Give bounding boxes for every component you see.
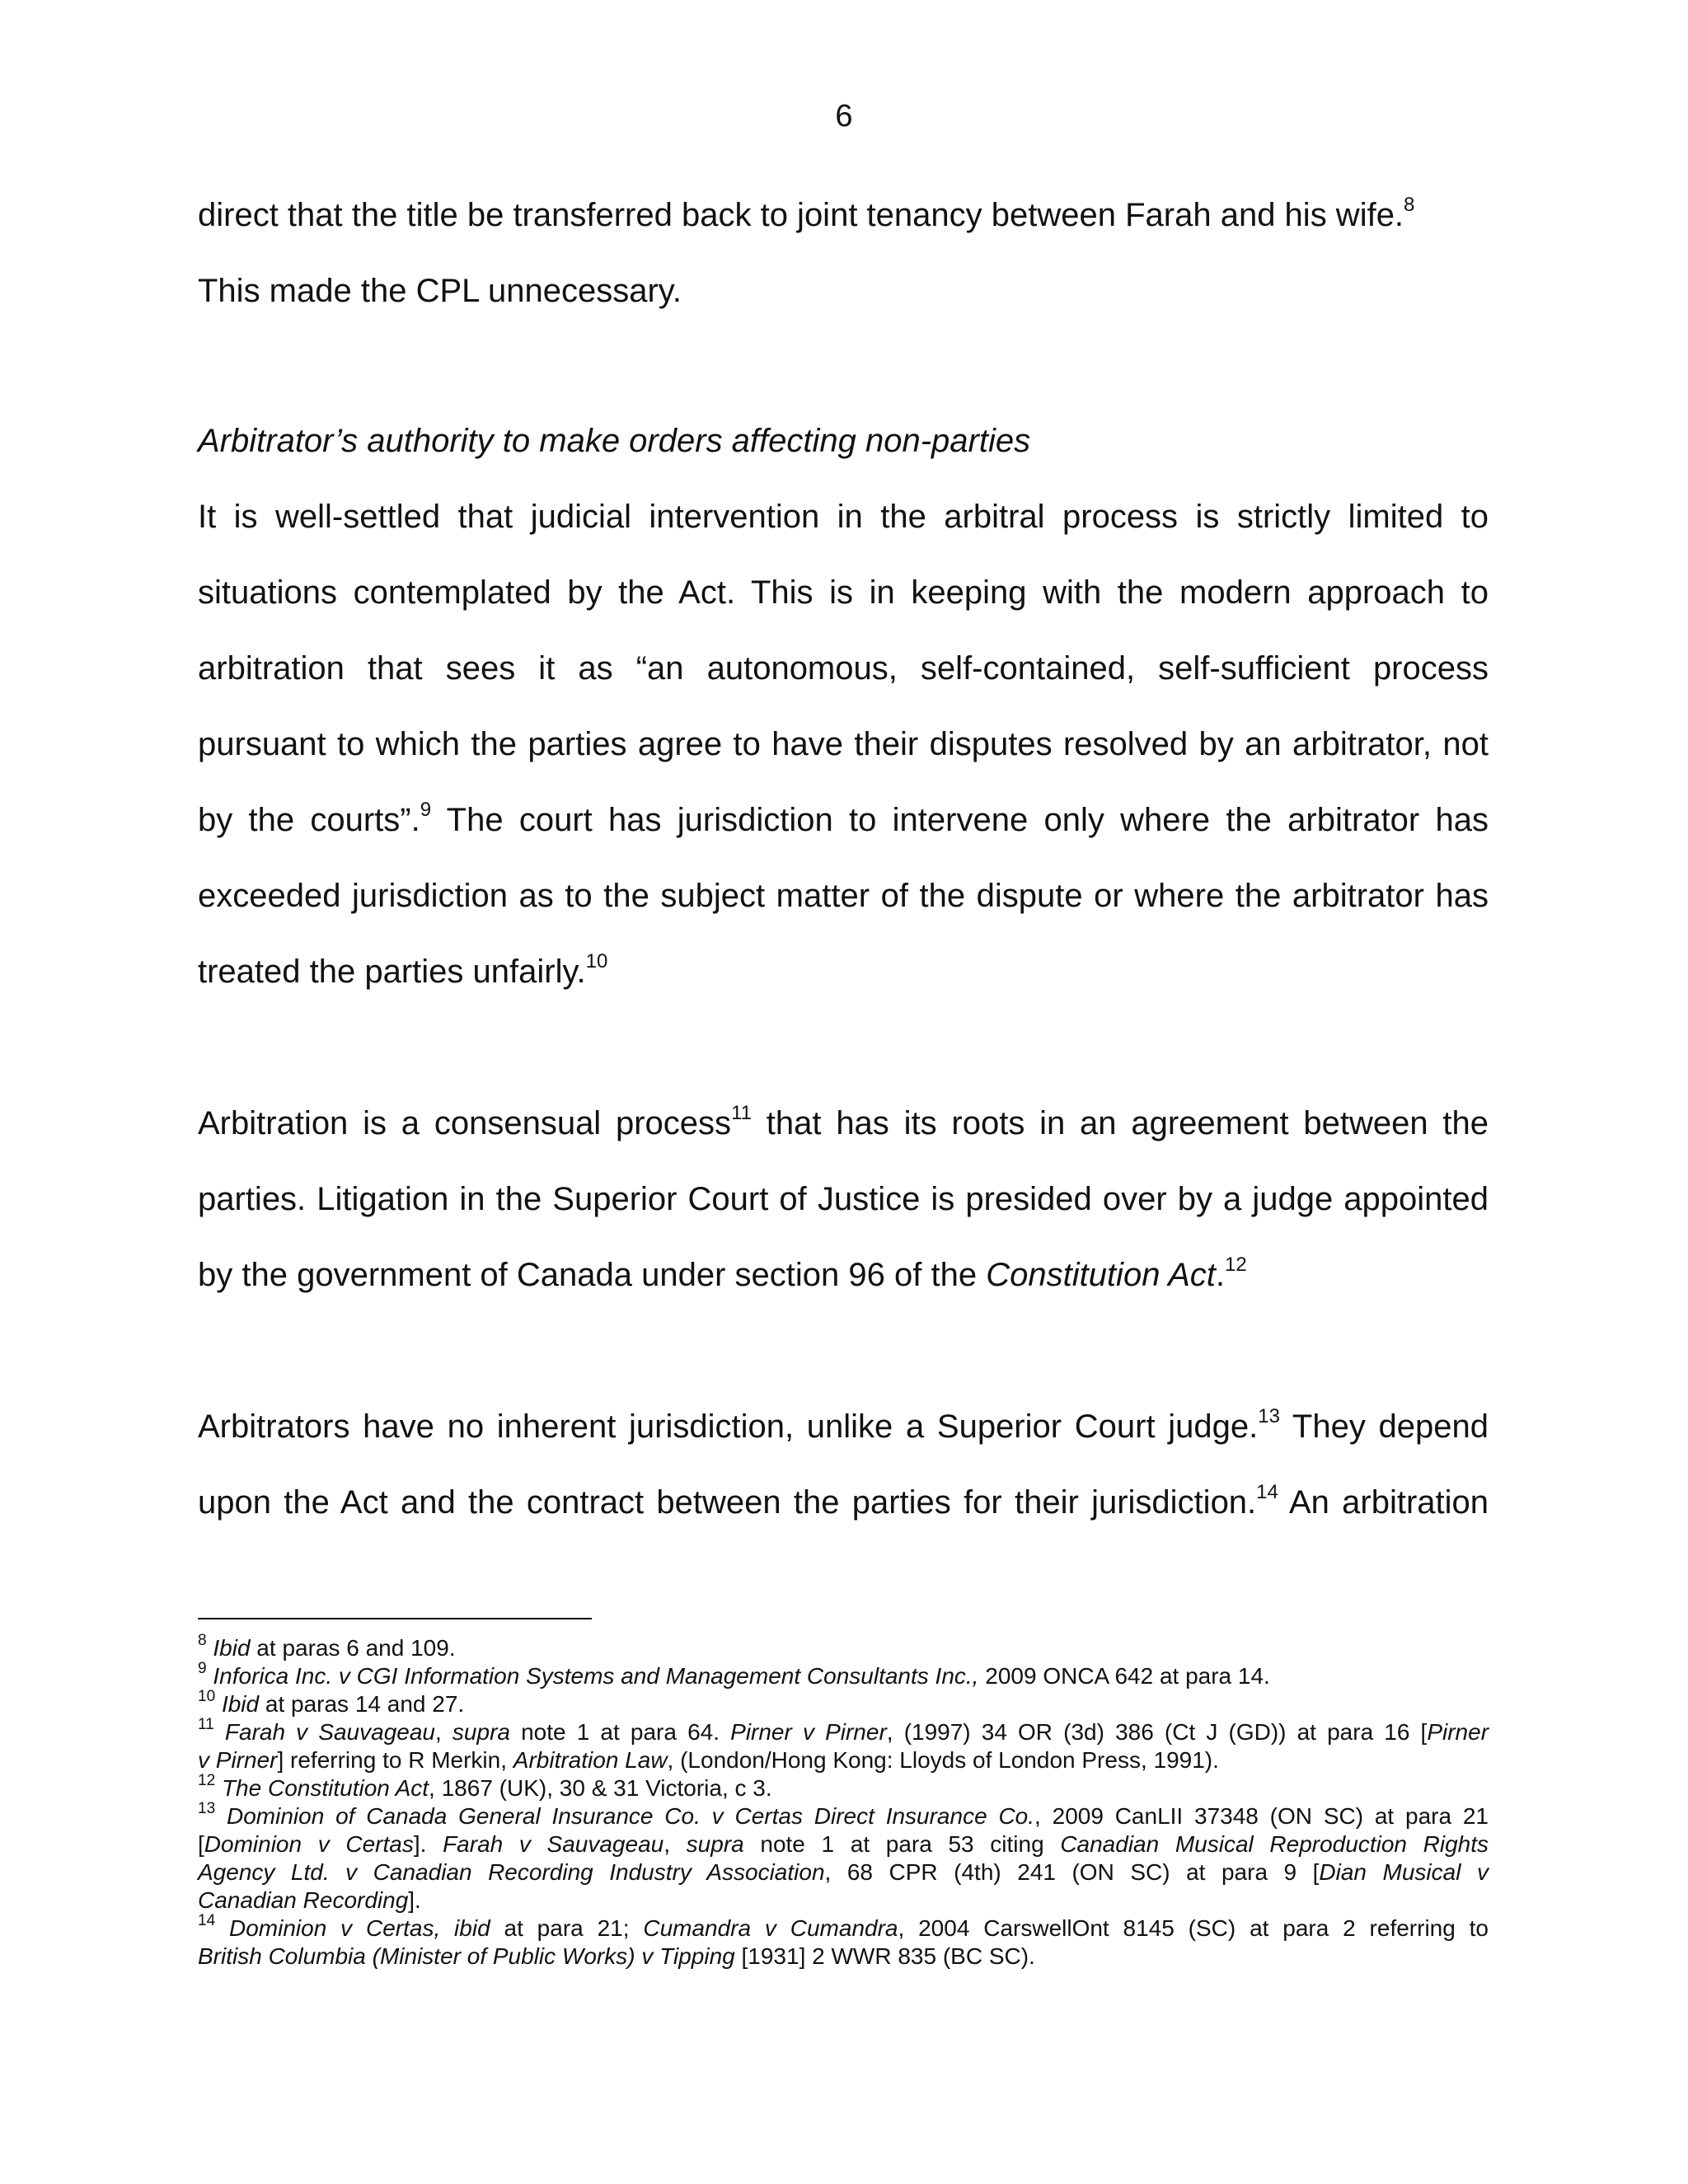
footnote-text: ,: [435, 1719, 452, 1745]
footnote-13-cont: [198, 1830, 1489, 1858]
footnote-text: note 1 at para 53 citing: [743, 1831, 1061, 1857]
footnote-number: 9: [198, 1659, 207, 1677]
footnote-number: 10: [198, 1687, 216, 1705]
footnote-italic: Pirner v Pirner: [730, 1719, 887, 1745]
body-text: treated the parties unfairly.: [198, 954, 586, 990]
footnote-text: , 2009 CanLII 37348 (ON SC) at para 21: [1034, 1803, 1489, 1829]
body-line: [198, 1406, 1489, 1447]
footnote-italic: Pirner: [1427, 1719, 1489, 1745]
footnote-number: 8: [198, 1631, 207, 1649]
body-line: [198, 1482, 1489, 1523]
body-line: arbitration that sees it as “an autonomous, self-contained, self-sufficient process: [198, 650, 1489, 687]
footnote-text: at paras 14 and 27.: [259, 1691, 465, 1717]
footnote-italic: v Pirner: [198, 1747, 278, 1773]
footnote-text: , 1867 (UK), 30 & 31 Victoria, c 3.: [429, 1775, 772, 1801]
footnote-ref: 14: [1256, 1481, 1278, 1504]
footnote-italic: supra: [452, 1719, 510, 1745]
footnote-text: at paras 6 and 109.: [250, 1635, 456, 1661]
footnote-text: , 68 CPR (4th) 241 (ON SC) at para 9 [: [824, 1859, 1320, 1885]
footnote-ref: 11: [731, 1102, 752, 1125]
footnote-text: , (London/Hong Kong: Lloyds of London Press, 1991).: [667, 1747, 1219, 1773]
footnote-number: 14: [198, 1911, 216, 1929]
footnote-italic: Dominion of Canada General Insurance Co. v Certas Direct Insurance Co.: [226, 1803, 1035, 1829]
body-line: [198, 1103, 1489, 1144]
body-text: by the government of Canada under section 96 of the: [198, 1257, 987, 1293]
body-line: [198, 951, 1489, 992]
body-text: direct that the title be transferred back to joint tenancy between Farah and his wife.: [198, 197, 1404, 233]
body-line: [198, 270, 1489, 312]
footnote-12: [198, 1771, 1489, 1802]
footnote-9: [198, 1659, 1489, 1690]
body-text: upon the Act and the contract between the parties for their jurisdiction.: [198, 1484, 1257, 1521]
body-line: [198, 1254, 1489, 1296]
footnote-italic: Cumandra v Cumandra: [643, 1915, 898, 1941]
footnote-text: , (1997) 34 OR (3d) 386 (Ct J (GD)) at para 16 [: [886, 1719, 1428, 1745]
footnote-13-cont: [198, 1858, 1489, 1886]
body-text: They depend: [1292, 1408, 1489, 1445]
footnote-text: note 1 at para 64.: [509, 1719, 731, 1745]
footnote-text: ].: [413, 1831, 443, 1857]
footnote-number: 13: [198, 1799, 216, 1817]
footnote-italic: Dominion v Certas: [204, 1831, 414, 1857]
body-text: by the courts”.: [198, 802, 420, 838]
footnote-text: at para 21;: [490, 1915, 644, 1941]
body-line: [198, 194, 1489, 236]
footnote-italic: The Constitution Act: [221, 1775, 429, 1801]
footnote-14: [198, 1911, 1489, 1942]
footnote-ref: 10: [585, 950, 608, 973]
body-italic: Constitution Act: [986, 1257, 1216, 1293]
body-text: Arbitrators have no inherent jurisdiction, unlike a Superior Court judge.: [198, 1408, 1259, 1445]
footnote-italic: Farah v Sauvageau: [224, 1719, 435, 1745]
footnote-ref: 8: [1404, 194, 1415, 217]
body-line: exceeded jurisdiction as to the subject matter of the dispute or where the arbitrator has: [198, 878, 1489, 914]
footnote-number: 12: [198, 1771, 216, 1789]
footnote-italic: Farah v Sauvageau: [443, 1831, 664, 1857]
footnote-14-cont: [198, 1943, 1489, 1970]
body-line: parties. Litigation in the Superior Court of Justice is presided over by a judge appointed: [198, 1181, 1489, 1217]
footnote-10: [198, 1687, 1489, 1718]
footnote-ref: 9: [420, 799, 432, 822]
footnote-ref: 13: [1258, 1405, 1280, 1428]
footnote-text: , 2004 CarswellOnt 8145 (SC) at para 2 referring to: [898, 1915, 1489, 1941]
footnote-italic: Canadian Recording: [198, 1887, 409, 1913]
footnote-13-cont: [198, 1886, 1489, 1914]
footnote-italic: Ibid: [213, 1635, 251, 1661]
footnote-text: ].: [408, 1887, 421, 1913]
footnote-8: [198, 1631, 1489, 1661]
body-text: This made the CPL unnecessary.: [198, 273, 682, 309]
footnote-separator: [198, 1618, 592, 1619]
body-text: Arbitration is a consensual process: [198, 1105, 732, 1141]
footnote-italic: Canadian Musical Reproduction Rights: [1060, 1831, 1489, 1857]
footnote-italic: Inforica Inc. v CGI Information Systems and Management Consultants Inc.,: [213, 1663, 979, 1689]
section-heading: [198, 420, 1489, 462]
footnote-italic: Dian Musical v: [1319, 1859, 1489, 1885]
footnote-13: [198, 1799, 1489, 1830]
page-number: 6: [835, 99, 853, 134]
body-line: It is well-settled that judicial intervention in the arbitral process is strictly limited to: [198, 499, 1489, 535]
footnote-text: ,: [663, 1831, 687, 1857]
footnote-italic: Dominion v Certas, ibid: [229, 1915, 490, 1941]
body-line: pursuant to which the parties agree to have their disputes resolved by an arbitrator, not: [198, 726, 1489, 762]
footnote-italic: Agency Ltd. v Canadian Recording Industry Association: [198, 1859, 825, 1885]
body-text: The court has jurisdiction to intervene only where the arbitrator has: [446, 802, 1489, 838]
body-line: situations contemplated by the Act. This is in keeping with the modern approach to: [198, 574, 1489, 611]
body-line: [198, 799, 1489, 841]
body-text: An arbitration: [1288, 1484, 1489, 1521]
footnote-italic: Ibid: [221, 1691, 260, 1717]
footnote-text: [1931] 2 WWR 835 (BC SC).: [734, 1943, 1035, 1969]
footnote-number: 11: [198, 1715, 214, 1733]
footnote-text: ] referring to R Merkin,: [277, 1747, 513, 1773]
footnote-italic: supra: [686, 1831, 744, 1857]
body-text: that has its roots in an agreement between the: [766, 1105, 1489, 1141]
body-text: .: [1215, 1257, 1225, 1293]
footnote-italic: Arbitration Law: [513, 1747, 668, 1773]
footnote-text: [: [198, 1831, 204, 1857]
footnote-italic: British Columbia (Minister of Public Works) v Tipping: [198, 1943, 735, 1969]
footnote-text: 2009 ONCA 642 at para 14.: [978, 1663, 1270, 1689]
heading-text: Arbitrator’s authority to make orders affecting non-parties: [198, 423, 1031, 459]
footnote-ref: 12: [1224, 1254, 1247, 1277]
footnote-11-cont: [198, 1746, 1489, 1774]
footnote-11: [198, 1715, 1489, 1746]
